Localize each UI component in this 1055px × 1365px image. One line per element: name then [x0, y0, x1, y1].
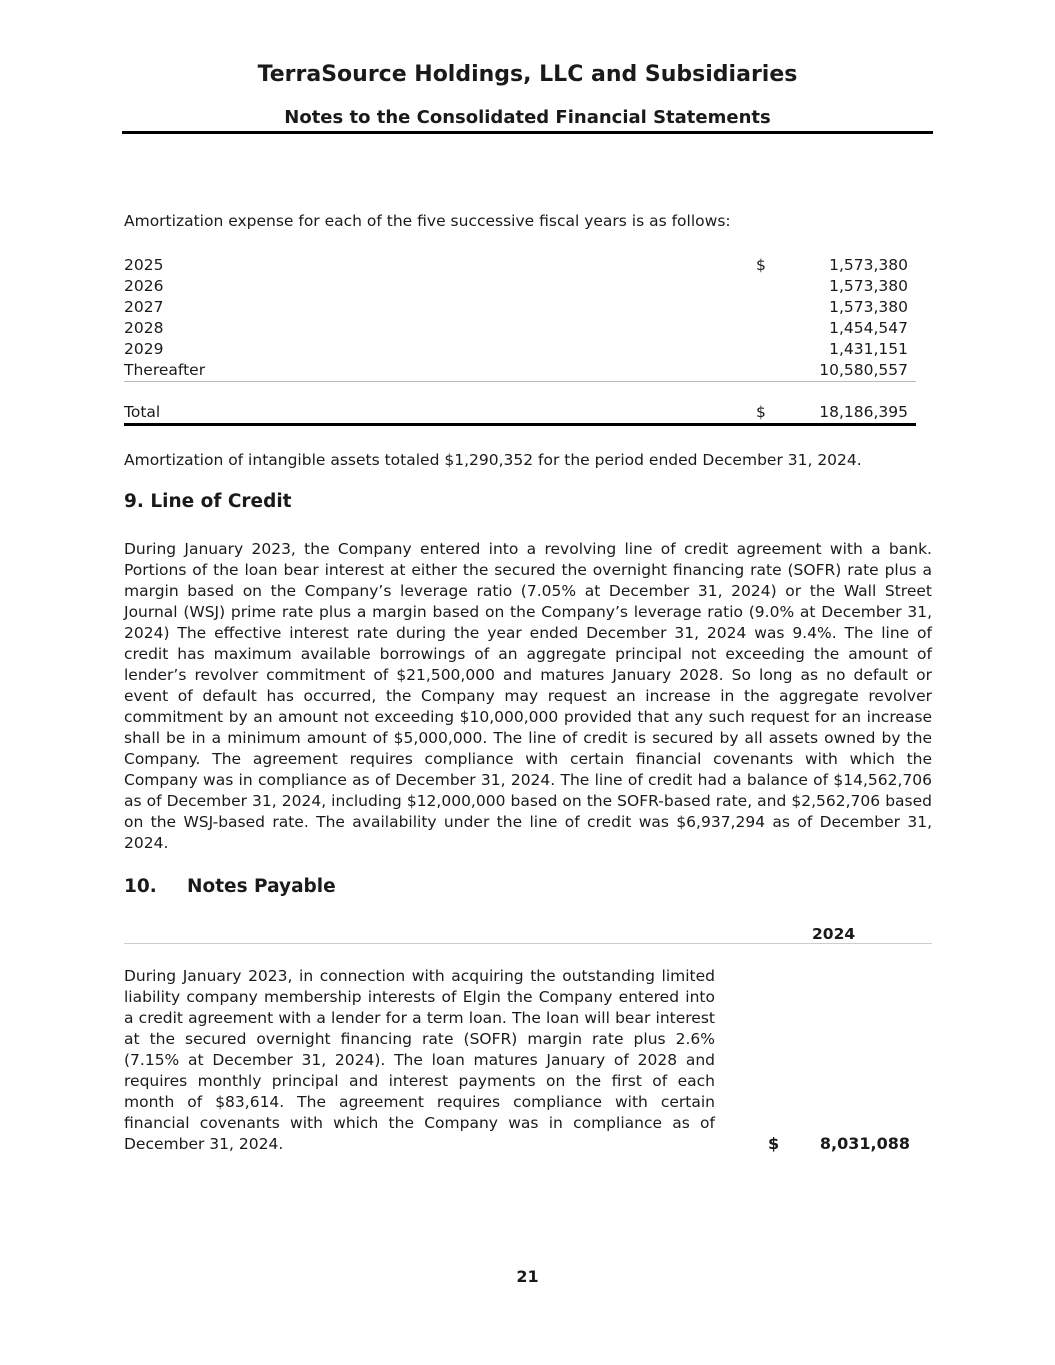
amortization-value: 1,573,380 — [829, 256, 908, 274]
page-number: 21 — [516, 1267, 539, 1286]
amortization-intro: Amortization expense for each of the five successive fiscal years is as follows: — [124, 212, 731, 230]
amortization-row — [124, 339, 916, 360]
company-title: TerraSource Holdings, LLC and Subsidiaries — [257, 62, 798, 87]
amortization-year: 2026 — [124, 277, 164, 295]
total-rule — [124, 423, 916, 426]
notes-payable-heading: Notes Payable — [187, 876, 336, 897]
notes-payable-number: 10. — [124, 876, 157, 897]
amortization-value: 10,580,557 — [819, 361, 908, 379]
amortization-year: 2027 — [124, 298, 164, 316]
amortization-year: 2029 — [124, 340, 164, 358]
amortization-total-row — [124, 402, 916, 423]
amortization-row — [124, 297, 916, 318]
amortization-value: 1,573,380 — [829, 277, 908, 295]
page-subtitle: Notes to the Consolidated Financial Statements — [284, 107, 771, 128]
line-of-credit-heading: 9. Line of Credit — [124, 491, 292, 512]
amortization-row — [124, 255, 916, 276]
currency-symbol: $ — [756, 403, 766, 421]
amortization-value: 1,454,547 — [829, 319, 908, 337]
column-header-year: 2024 — [812, 925, 856, 943]
amortization-row — [124, 318, 916, 339]
total-value: 18,186,395 — [819, 403, 908, 421]
line-of-credit-body: During January 2023, the Company entered into a revolving line of credit agreement with a bank. Portions of the loan bear interest at either the secured the overnight financing rate (SOFR) rate plus a margin based on the Company’s leverage ratio (7.05% at December 31, 2024) or the Wall Street Journal (WSJ) prime rate plus a margin based on the Company’s leverage ratio (9.0% at December 31, 2024) The effective interest rate during the year ended December 31, 2024 was 9.4%. The line of credit has maximum available borrowings of an aggregate principal not exceeding the amount of lender’s revolver commitment of $21,500,000 and matures January 2028. So long as no default or event of default has occurred, the Company may request an increase in the aggregate revolver commitment by an amount not exceeding $10,000,000 provided that any such request for an increase shall be in a minimum amount of $5,000,000. The line of credit is secured by all assets owned by the Company. The agreement requires compliance with certain financial covenants with which the Company was in compliance as of December 31, 2024. The line of credit had a balance of $14,562,706 as of December 31, 2024, including $12,000,000 based on the SOFR-based rate, and $2,562,706 based on the WSJ-based rate. The availability under the line of credit was $6,937,294 as of December 31, 2024. — [124, 540, 932, 852]
amortization-row — [124, 360, 916, 381]
notes-payable-body: During January 2023, in connection with acquiring the outstanding limited liability company membership interests of Elgin the Company entered into a credit agreement with a lender for a term loan. The loan will bear interest at the secured overnight financing rate (SOFR) margin rate plus 2.6% (7.15% at December 31, 2024). The loan matures January of 2028 and requires monthly principal and interest payments on the first of each month of $83,614. The agreement requires compliance with certain financial covenants with which the Company was in compliance as of December 31, 2024. — [124, 967, 715, 1153]
column-header-rule — [124, 943, 932, 944]
amortization-value: 1,573,380 — [829, 298, 908, 316]
amortization-year: 2025 — [124, 256, 164, 274]
currency-symbol: $ — [768, 1134, 780, 1153]
notes-payable-amount: 8,031,088 — [819, 1134, 910, 1153]
header-rule — [122, 131, 933, 134]
amortization-row — [124, 276, 916, 297]
amortization-value: 1,431,151 — [829, 340, 908, 358]
amortization-note: Amortization of intangible assets totaled $1,290,352 for the period ended December 31, 2024. — [124, 451, 862, 469]
subtotal-rule — [124, 381, 916, 382]
currency-symbol: $ — [756, 256, 766, 274]
amortization-year: 2028 — [124, 319, 164, 337]
total-label: Total — [124, 403, 161, 421]
amortization-year: Thereafter — [124, 361, 206, 379]
